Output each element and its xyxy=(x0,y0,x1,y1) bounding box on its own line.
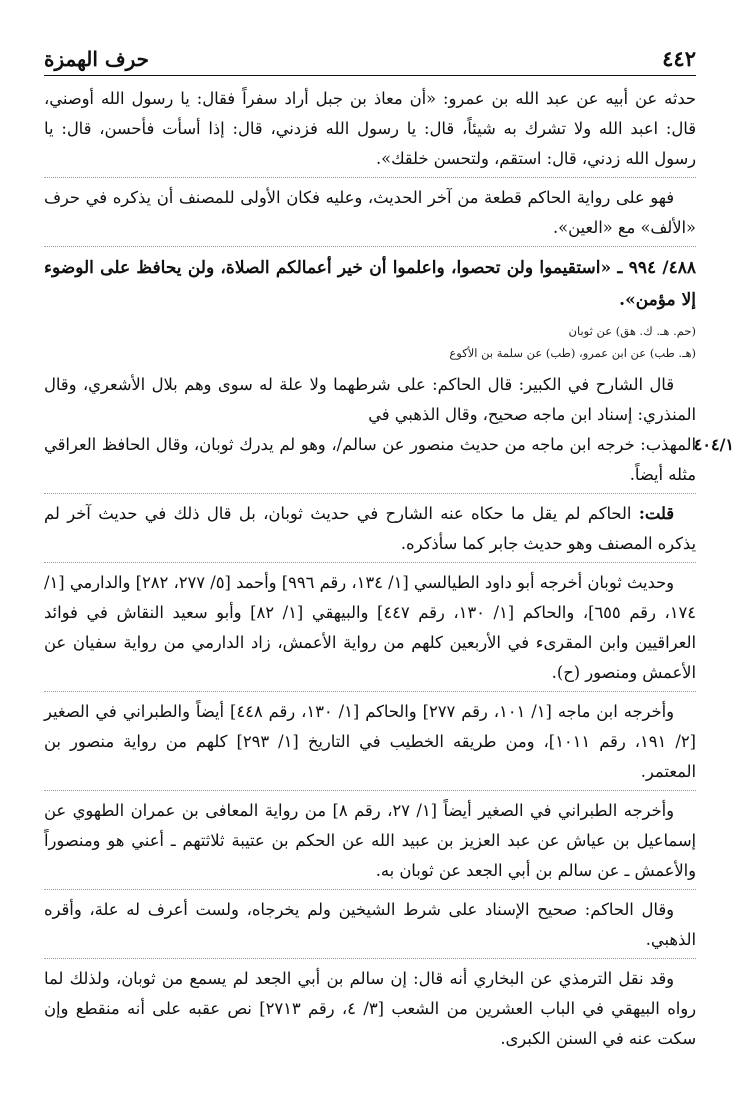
page-number: ٤٤٢ xyxy=(662,46,696,71)
page xyxy=(44,46,734,1062)
paragraph-4-text: الحاكم لم يقل ما حكاه عنه الشارح في حديث ثوبان، بل قال ذلك في حديث آخر لم يذكره المصنف وهو حديث جابر كما سأذكره. xyxy=(44,504,696,553)
paragraph-1: حدثه عن أبيه عن عبد الله بن عمرو: «أن معاذ بن جبل أراد سفراً فقال: يا رسول الله أوصني، قال: اعبد الله ولا تشرك به شيئاً، قال: يا رسول الله فزدني، قال: إذا أسأت فأحسن، قال: يا رسول الله زدني، قال: استقم، ولتحسن خلقك». xyxy=(44,89,696,168)
text-block-3 xyxy=(44,370,734,494)
paragraph-7: وأخرجه الطبراني في الصغير أيضاً [١/ ٢٧، رقم ٨] من رواية المعافى بن عمران الطهوي عن إسماعيل بن عياش عن عبد العزيز بن عبيد الله عن الحكم بن عتيبة ثلاثتهم ـ أعني هو ومنصوراً والأعمش ـ عن سالم بن أبي الجعد عن ثوبان به. xyxy=(44,801,696,880)
text-block-5 xyxy=(44,568,696,692)
text-block-7 xyxy=(44,796,696,890)
text-block-9 xyxy=(44,964,696,1057)
paragraph-4 xyxy=(44,499,696,559)
source-line-2: (هـ. طب) عن ابن عمرو، (طب) عن سلمة بن الأكوع xyxy=(449,346,696,360)
paragraph-2: فهو على رواية الحاكم قطعة من آخر الحديث، وعليه فكان الأولى للمصنف أن يذكره في حرف «الألف» مع «العين». xyxy=(44,188,696,237)
source-line-1: (حم. هـ. ك. هق) عن ثوبان xyxy=(568,324,696,338)
hadith-text: «استقيموا ولن تحصوا، واعلموا أن خير أعمالكم الصلاة، ولن يحافظ على الوضوء إلا مؤمن». xyxy=(44,258,696,310)
margin-reference: ٤٠٤/١ xyxy=(693,435,734,454)
paragraph-3b-wrap xyxy=(44,430,734,490)
text-block-8 xyxy=(44,895,696,959)
text-block-6 xyxy=(44,697,696,791)
paragraph-3a: قال الشارح في الكبير: قال الحاكم: على شرطهما ولا علة له سوى وهم بلال الأشعري، وقال المنذري: إسناد ابن ماجه صحيح، وقال الذهبي في xyxy=(44,375,696,424)
text-block-1 xyxy=(44,84,696,178)
running-header xyxy=(44,46,696,76)
text-block-4 xyxy=(44,499,696,563)
hadith-number: ٤٨٨/ ٩٩٤ ـ xyxy=(617,258,696,278)
paragraph-6: وأخرجه ابن ماجه [١/ ١٠١، رقم ٢٧٧] والحاكم [١/ ١٣٠، رقم ٤٤٨] أيضاً والطبراني في الصغير [٢/ ١٩١، رقم ١٠١١]، ومن طريقه الخطيب في التاريخ [١/ ٢٩٣] كلهم من رواية منصور بن المعتمر. xyxy=(44,702,696,781)
paragraph-8: وقال الحاكم: صحيح الإسناد على شرط الشيخين ولم يخرجاه، ولست أعرف له علة، وأقره الذهبي. xyxy=(44,900,696,949)
paragraph-5: وحديث ثوبان أخرجه أبو داود الطيالسي [١/ ١٣٤، رقم ٩٩٦] وأحمد [٥/ ٢٧٧، ٢٨٢] والدارمي [١/ ١٧٤، رقم ٦٥٥]، والحاكم [١/ ١٣٠، رقم ٤٤٧] والبيهقي [١/ ٨٢] وأبو سعيد النقاش في فوائد العراقيين وابن المقرىء في الأربعين كلهم من رواية الأعمش، زاد الدارمي من رواية سفيان عن الأعمش ومنصور (ح). xyxy=(44,573,696,682)
chapter-title: حرف الهمزة xyxy=(44,47,150,71)
hadith-sources xyxy=(44,320,696,364)
qult-label: قلت: xyxy=(638,504,674,523)
text-block-2 xyxy=(44,183,696,247)
hadith-entry xyxy=(44,252,696,316)
paragraph-3b: المهذب: خرجه ابن ماجه من حديث منصور عن سالم/، وهو لم يدرك ثوبان، وقال الحافظ العراقي مثله أيضاً. xyxy=(44,435,696,484)
paragraph-9: وقد نقل الترمذي عن البخاري أنه قال: إن سالم بن أبي الجعد لم يسمع من ثوبان، ولذلك لما رواه البيهقي في الباب العشرين من الشعب [٣/ ٤، رقم ٢٧١٣] نص عقبه على أنه منقطع وإن سكت عنه في السنن الكبرى. xyxy=(44,969,696,1048)
